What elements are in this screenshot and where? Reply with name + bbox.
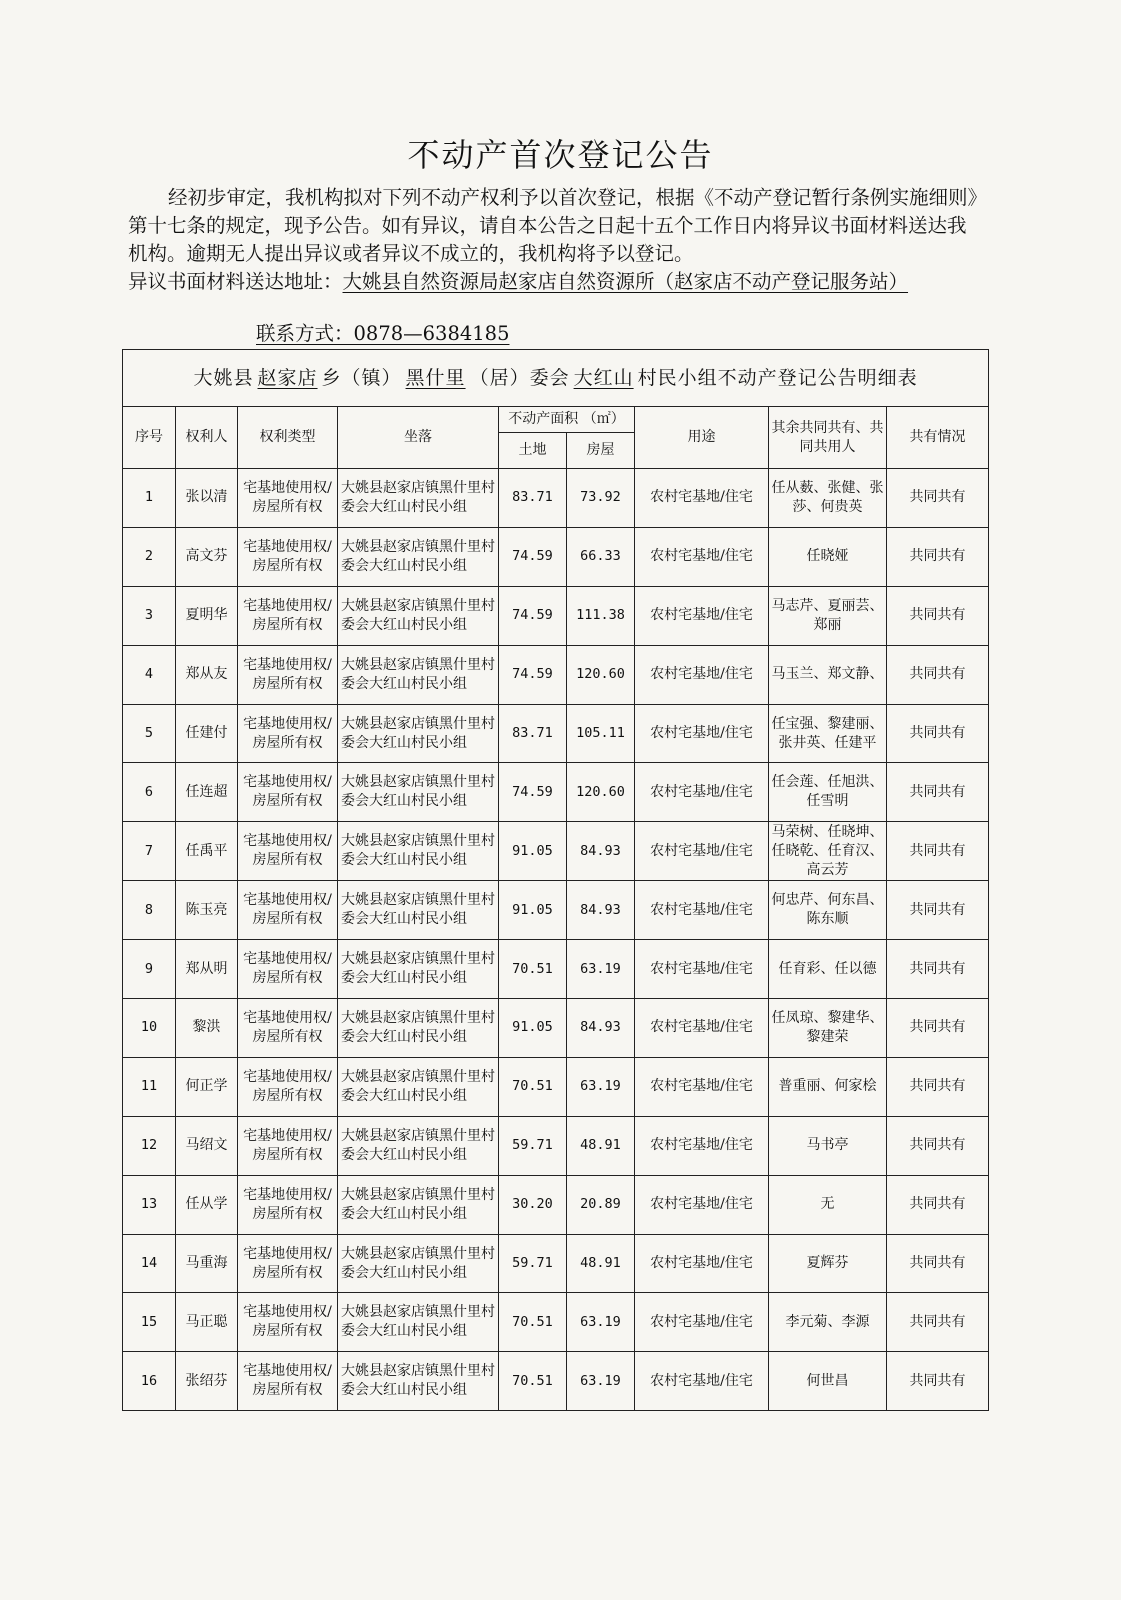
cell-seq: 11 (123, 1057, 176, 1116)
cell-owner: 任连超 (176, 763, 238, 822)
cell-share: 共同共有 (887, 586, 989, 645)
cell-owner: 任建付 (176, 704, 238, 763)
header-land: 土地 (499, 433, 567, 469)
cell-seq: 10 (123, 999, 176, 1058)
cell-land-area: 59.71 (499, 1116, 567, 1175)
table-row (123, 763, 989, 822)
table-row (123, 1057, 989, 1116)
cell-right-type: 宅基地使用权/房屋所有权 (238, 1175, 338, 1234)
cell-seq: 7 (123, 822, 176, 881)
cell-location: 大姚县赵家店镇黑什里村委会大红山村民小组 (338, 1352, 499, 1411)
cell-location: 大姚县赵家店镇黑什里村委会大红山村民小组 (338, 881, 499, 940)
cell-co-owners: 任凤琼、黎建华、黎建荣 (769, 999, 887, 1058)
cell-co-owners: 马志芹、夏丽芸、郑丽 (769, 586, 887, 645)
address-value: 大姚县自然资源局赵家店自然资源所（赵家店不动产登记服务站） (342, 270, 909, 293)
table-row (123, 940, 989, 999)
cell-land-area: 59.71 (499, 1234, 567, 1293)
caption-township-suffix: 乡（镇） (321, 366, 402, 389)
caption-village: 黑什里 (405, 366, 466, 389)
table-row (123, 469, 989, 528)
cell-location: 大姚县赵家店镇黑什里村委会大红山村民小组 (338, 1116, 499, 1175)
cell-house-area: 63.19 (567, 1293, 635, 1352)
cell-share: 共同共有 (887, 704, 989, 763)
cell-seq: 9 (123, 940, 176, 999)
cell-house-area: 120.60 (567, 763, 635, 822)
header-share: 共有情况 (887, 407, 989, 469)
cell-share: 共同共有 (887, 1352, 989, 1411)
cell-co-owners: 任从薮、张健、张莎、何贵英 (769, 469, 887, 528)
cell-land-area: 91.05 (499, 822, 567, 881)
cell-owner: 郑从明 (176, 940, 238, 999)
cell-house-area: 105.11 (567, 704, 635, 763)
cell-right-type: 宅基地使用权/房屋所有权 (238, 999, 338, 1058)
cell-right-type: 宅基地使用权/房屋所有权 (238, 469, 338, 528)
contact-line: 联系方式：0878—6384185 (256, 322, 510, 345)
cell-land-area: 74.59 (499, 645, 567, 704)
cell-land-area: 83.71 (499, 704, 567, 763)
header-co-owners: 其余共同共有、共同共用人 (769, 407, 887, 469)
cell-owner: 黎洪 (176, 999, 238, 1058)
cell-usage: 农村宅基地/住宅 (635, 1293, 769, 1352)
cell-co-owners: 夏辉芬 (769, 1234, 887, 1293)
cell-land-area: 83.71 (499, 469, 567, 528)
cell-land-area: 91.05 (499, 999, 567, 1058)
table-row (123, 822, 989, 881)
table-row (123, 1352, 989, 1411)
table-row (123, 645, 989, 704)
cell-right-type: 宅基地使用权/房屋所有权 (238, 645, 338, 704)
cell-share: 共同共有 (887, 1057, 989, 1116)
cell-land-area: 30.20 (499, 1175, 567, 1234)
cell-usage: 农村宅基地/住宅 (635, 1352, 769, 1411)
cell-location: 大姚县赵家店镇黑什里村委会大红山村民小组 (338, 763, 499, 822)
cell-location: 大姚县赵家店镇黑什里村委会大红山村民小组 (338, 527, 499, 586)
cell-house-area: 84.93 (567, 881, 635, 940)
cell-right-type: 宅基地使用权/房屋所有权 (238, 822, 338, 881)
cell-owner: 何正学 (176, 1057, 238, 1116)
cell-right-type: 宅基地使用权/房屋所有权 (238, 1057, 338, 1116)
cell-location: 大姚县赵家店镇黑什里村委会大红山村民小组 (338, 645, 499, 704)
table-row (123, 586, 989, 645)
caption-group: 大红山 (573, 366, 634, 389)
cell-share: 共同共有 (887, 881, 989, 940)
cell-usage: 农村宅基地/住宅 (635, 999, 769, 1058)
cell-share: 共同共有 (887, 469, 989, 528)
cell-house-area: 73.92 (567, 469, 635, 528)
cell-owner: 马绍文 (176, 1116, 238, 1175)
cell-share: 共同共有 (887, 822, 989, 881)
cell-co-owners: 李元菊、李源 (769, 1293, 887, 1352)
cell-right-type: 宅基地使用权/房屋所有权 (238, 1352, 338, 1411)
cell-location: 大姚县赵家店镇黑什里村委会大红山村民小组 (338, 1293, 499, 1352)
cell-seq: 12 (123, 1116, 176, 1175)
table-row (123, 999, 989, 1058)
cell-owner: 陈玉亮 (176, 881, 238, 940)
cell-right-type: 宅基地使用权/房屋所有权 (238, 527, 338, 586)
cell-co-owners: 任晓娅 (769, 527, 887, 586)
cell-land-area: 70.51 (499, 1057, 567, 1116)
cell-usage: 农村宅基地/住宅 (635, 527, 769, 586)
table-row (123, 1234, 989, 1293)
cell-seq: 1 (123, 469, 176, 528)
table-row (123, 1175, 989, 1234)
cell-usage: 农村宅基地/住宅 (635, 469, 769, 528)
cell-right-type: 宅基地使用权/房屋所有权 (238, 763, 338, 822)
cell-owner: 马重海 (176, 1234, 238, 1293)
cell-owner: 张以清 (176, 469, 238, 528)
cell-owner: 任禹平 (176, 822, 238, 881)
cell-right-type: 宅基地使用权/房屋所有权 (238, 940, 338, 999)
cell-usage: 农村宅基地/住宅 (635, 586, 769, 645)
cell-co-owners: 无 (769, 1175, 887, 1234)
caption-group-suffix: 村民小组不动产登记公告明细表 (637, 366, 918, 389)
cell-share: 共同共有 (887, 527, 989, 586)
cell-house-area: 48.91 (567, 1116, 635, 1175)
cell-owner: 张绍芬 (176, 1352, 238, 1411)
cell-house-area: 63.19 (567, 1352, 635, 1411)
cell-usage: 农村宅基地/住宅 (635, 1116, 769, 1175)
page-title: 不动产首次登记公告 (407, 136, 714, 174)
cell-co-owners: 任宝强、黎建丽、张井英、任建平 (769, 704, 887, 763)
cell-usage: 农村宅基地/住宅 (635, 1175, 769, 1234)
cell-share: 共同共有 (887, 645, 989, 704)
cell-co-owners: 普重丽、何家桧 (769, 1057, 887, 1116)
cell-seq: 4 (123, 645, 176, 704)
cell-house-area: 84.93 (567, 822, 635, 881)
cell-house-area: 48.91 (567, 1234, 635, 1293)
header-usage: 用途 (635, 407, 769, 469)
cell-co-owners: 马书亭 (769, 1116, 887, 1175)
caption-township: 赵家店 (257, 366, 318, 389)
cell-right-type: 宅基地使用权/房屋所有权 (238, 1234, 338, 1293)
cell-house-area: 63.19 (567, 940, 635, 999)
cell-share: 共同共有 (887, 763, 989, 822)
cell-house-area: 84.93 (567, 999, 635, 1058)
cell-right-type: 宅基地使用权/房屋所有权 (238, 1293, 338, 1352)
header-right-type: 权利类型 (238, 407, 338, 469)
cell-co-owners: 何忠芹、何东昌、陈东顺 (769, 881, 887, 940)
detail-table (122, 349, 989, 1411)
cell-land-area: 74.59 (499, 527, 567, 586)
cell-seq: 13 (123, 1175, 176, 1234)
caption-village-suffix: （居）委会 (469, 366, 570, 389)
cell-usage: 农村宅基地/住宅 (635, 704, 769, 763)
cell-location: 大姚县赵家店镇黑什里村委会大红山村民小组 (338, 1057, 499, 1116)
cell-right-type: 宅基地使用权/房屋所有权 (238, 1116, 338, 1175)
cell-owner: 夏明华 (176, 586, 238, 645)
address-line (128, 268, 980, 296)
cell-usage: 农村宅基地/住宅 (635, 763, 769, 822)
cell-land-area: 74.59 (499, 763, 567, 822)
cell-house-area: 120.60 (567, 645, 635, 704)
cell-usage: 农村宅基地/住宅 (635, 1234, 769, 1293)
cell-location: 大姚县赵家店镇黑什里村委会大红山村民小组 (338, 586, 499, 645)
cell-share: 共同共有 (887, 1116, 989, 1175)
cell-co-owners: 任会莲、任旭洪、任雪明 (769, 763, 887, 822)
cell-usage: 农村宅基地/住宅 (635, 822, 769, 881)
table-row (123, 704, 989, 763)
cell-location: 大姚县赵家店镇黑什里村委会大红山村民小组 (338, 822, 499, 881)
header-area: 不动产面积 （㎡） (499, 407, 635, 433)
cell-usage: 农村宅基地/住宅 (635, 881, 769, 940)
cell-right-type: 宅基地使用权/房屋所有权 (238, 586, 338, 645)
cell-owner: 马正聪 (176, 1293, 238, 1352)
cell-share: 共同共有 (887, 999, 989, 1058)
cell-location: 大姚县赵家店镇黑什里村委会大红山村民小组 (338, 1175, 499, 1234)
cell-usage: 农村宅基地/住宅 (635, 645, 769, 704)
cell-location: 大姚县赵家店镇黑什里村委会大红山村民小组 (338, 940, 499, 999)
address-label: 异议书面材料送达地址： (128, 270, 343, 293)
cell-seq: 15 (123, 1293, 176, 1352)
cell-seq: 14 (123, 1234, 176, 1293)
cell-seq: 2 (123, 527, 176, 586)
intro-block (128, 184, 980, 296)
cell-house-area: 20.89 (567, 1175, 635, 1234)
cell-land-area: 74.59 (499, 586, 567, 645)
cell-share: 共同共有 (887, 1293, 989, 1352)
cell-share: 共同共有 (887, 1175, 989, 1234)
table-row (123, 881, 989, 940)
cell-usage: 农村宅基地/住宅 (635, 940, 769, 999)
intro-paragraph: 经初步审定，我机构拟对下列不动产权利予以首次登记，根据《不动产登记暂行条例实施细则》第十七条的规定，现予公告。如有异议，请自本公告之日起十五个工作日内将异议书面材料送达我机构。逾期无人提出异议或者异议不成立的，我机构将予以登记。 (128, 186, 978, 265)
cell-seq: 5 (123, 704, 176, 763)
table-row (123, 527, 989, 586)
caption-county: 大姚县 (193, 366, 254, 389)
table-caption (123, 350, 989, 407)
cell-usage: 农村宅基地/住宅 (635, 1057, 769, 1116)
table-body (123, 469, 989, 1411)
cell-seq: 6 (123, 763, 176, 822)
cell-house-area: 111.38 (567, 586, 635, 645)
table-row (123, 1293, 989, 1352)
cell-share: 共同共有 (887, 1234, 989, 1293)
cell-location: 大姚县赵家店镇黑什里村委会大红山村民小组 (338, 469, 499, 528)
cell-seq: 3 (123, 586, 176, 645)
cell-seq: 16 (123, 1352, 176, 1411)
header-house: 房屋 (567, 433, 635, 469)
cell-location: 大姚县赵家店镇黑什里村委会大红山村民小组 (338, 1234, 499, 1293)
cell-location: 大姚县赵家店镇黑什里村委会大红山村民小组 (338, 999, 499, 1058)
cell-co-owners: 任育彩、任以德 (769, 940, 887, 999)
cell-owner: 任从学 (176, 1175, 238, 1234)
cell-right-type: 宅基地使用权/房屋所有权 (238, 881, 338, 940)
cell-land-area: 70.51 (499, 1352, 567, 1411)
cell-owner: 高文芬 (176, 527, 238, 586)
cell-co-owners: 何世昌 (769, 1352, 887, 1411)
cell-owner: 郑从友 (176, 645, 238, 704)
header-seq: 序号 (123, 407, 176, 469)
cell-land-area: 70.51 (499, 940, 567, 999)
cell-share: 共同共有 (887, 940, 989, 999)
cell-land-area: 91.05 (499, 881, 567, 940)
header-owner: 权利人 (176, 407, 238, 469)
cell-location: 大姚县赵家店镇黑什里村委会大红山村民小组 (338, 704, 499, 763)
cell-co-owners: 马玉兰、郑文静、 (769, 645, 887, 704)
header-location: 坐落 (338, 407, 499, 469)
cell-house-area: 63.19 (567, 1057, 635, 1116)
cell-land-area: 70.51 (499, 1293, 567, 1352)
table-row (123, 1116, 989, 1175)
cell-seq: 8 (123, 881, 176, 940)
cell-co-owners: 马荣树、任晓坤、任晓乾、任育汉、高云芳 (769, 822, 887, 881)
cell-house-area: 66.33 (567, 527, 635, 586)
cell-right-type: 宅基地使用权/房屋所有权 (238, 704, 338, 763)
